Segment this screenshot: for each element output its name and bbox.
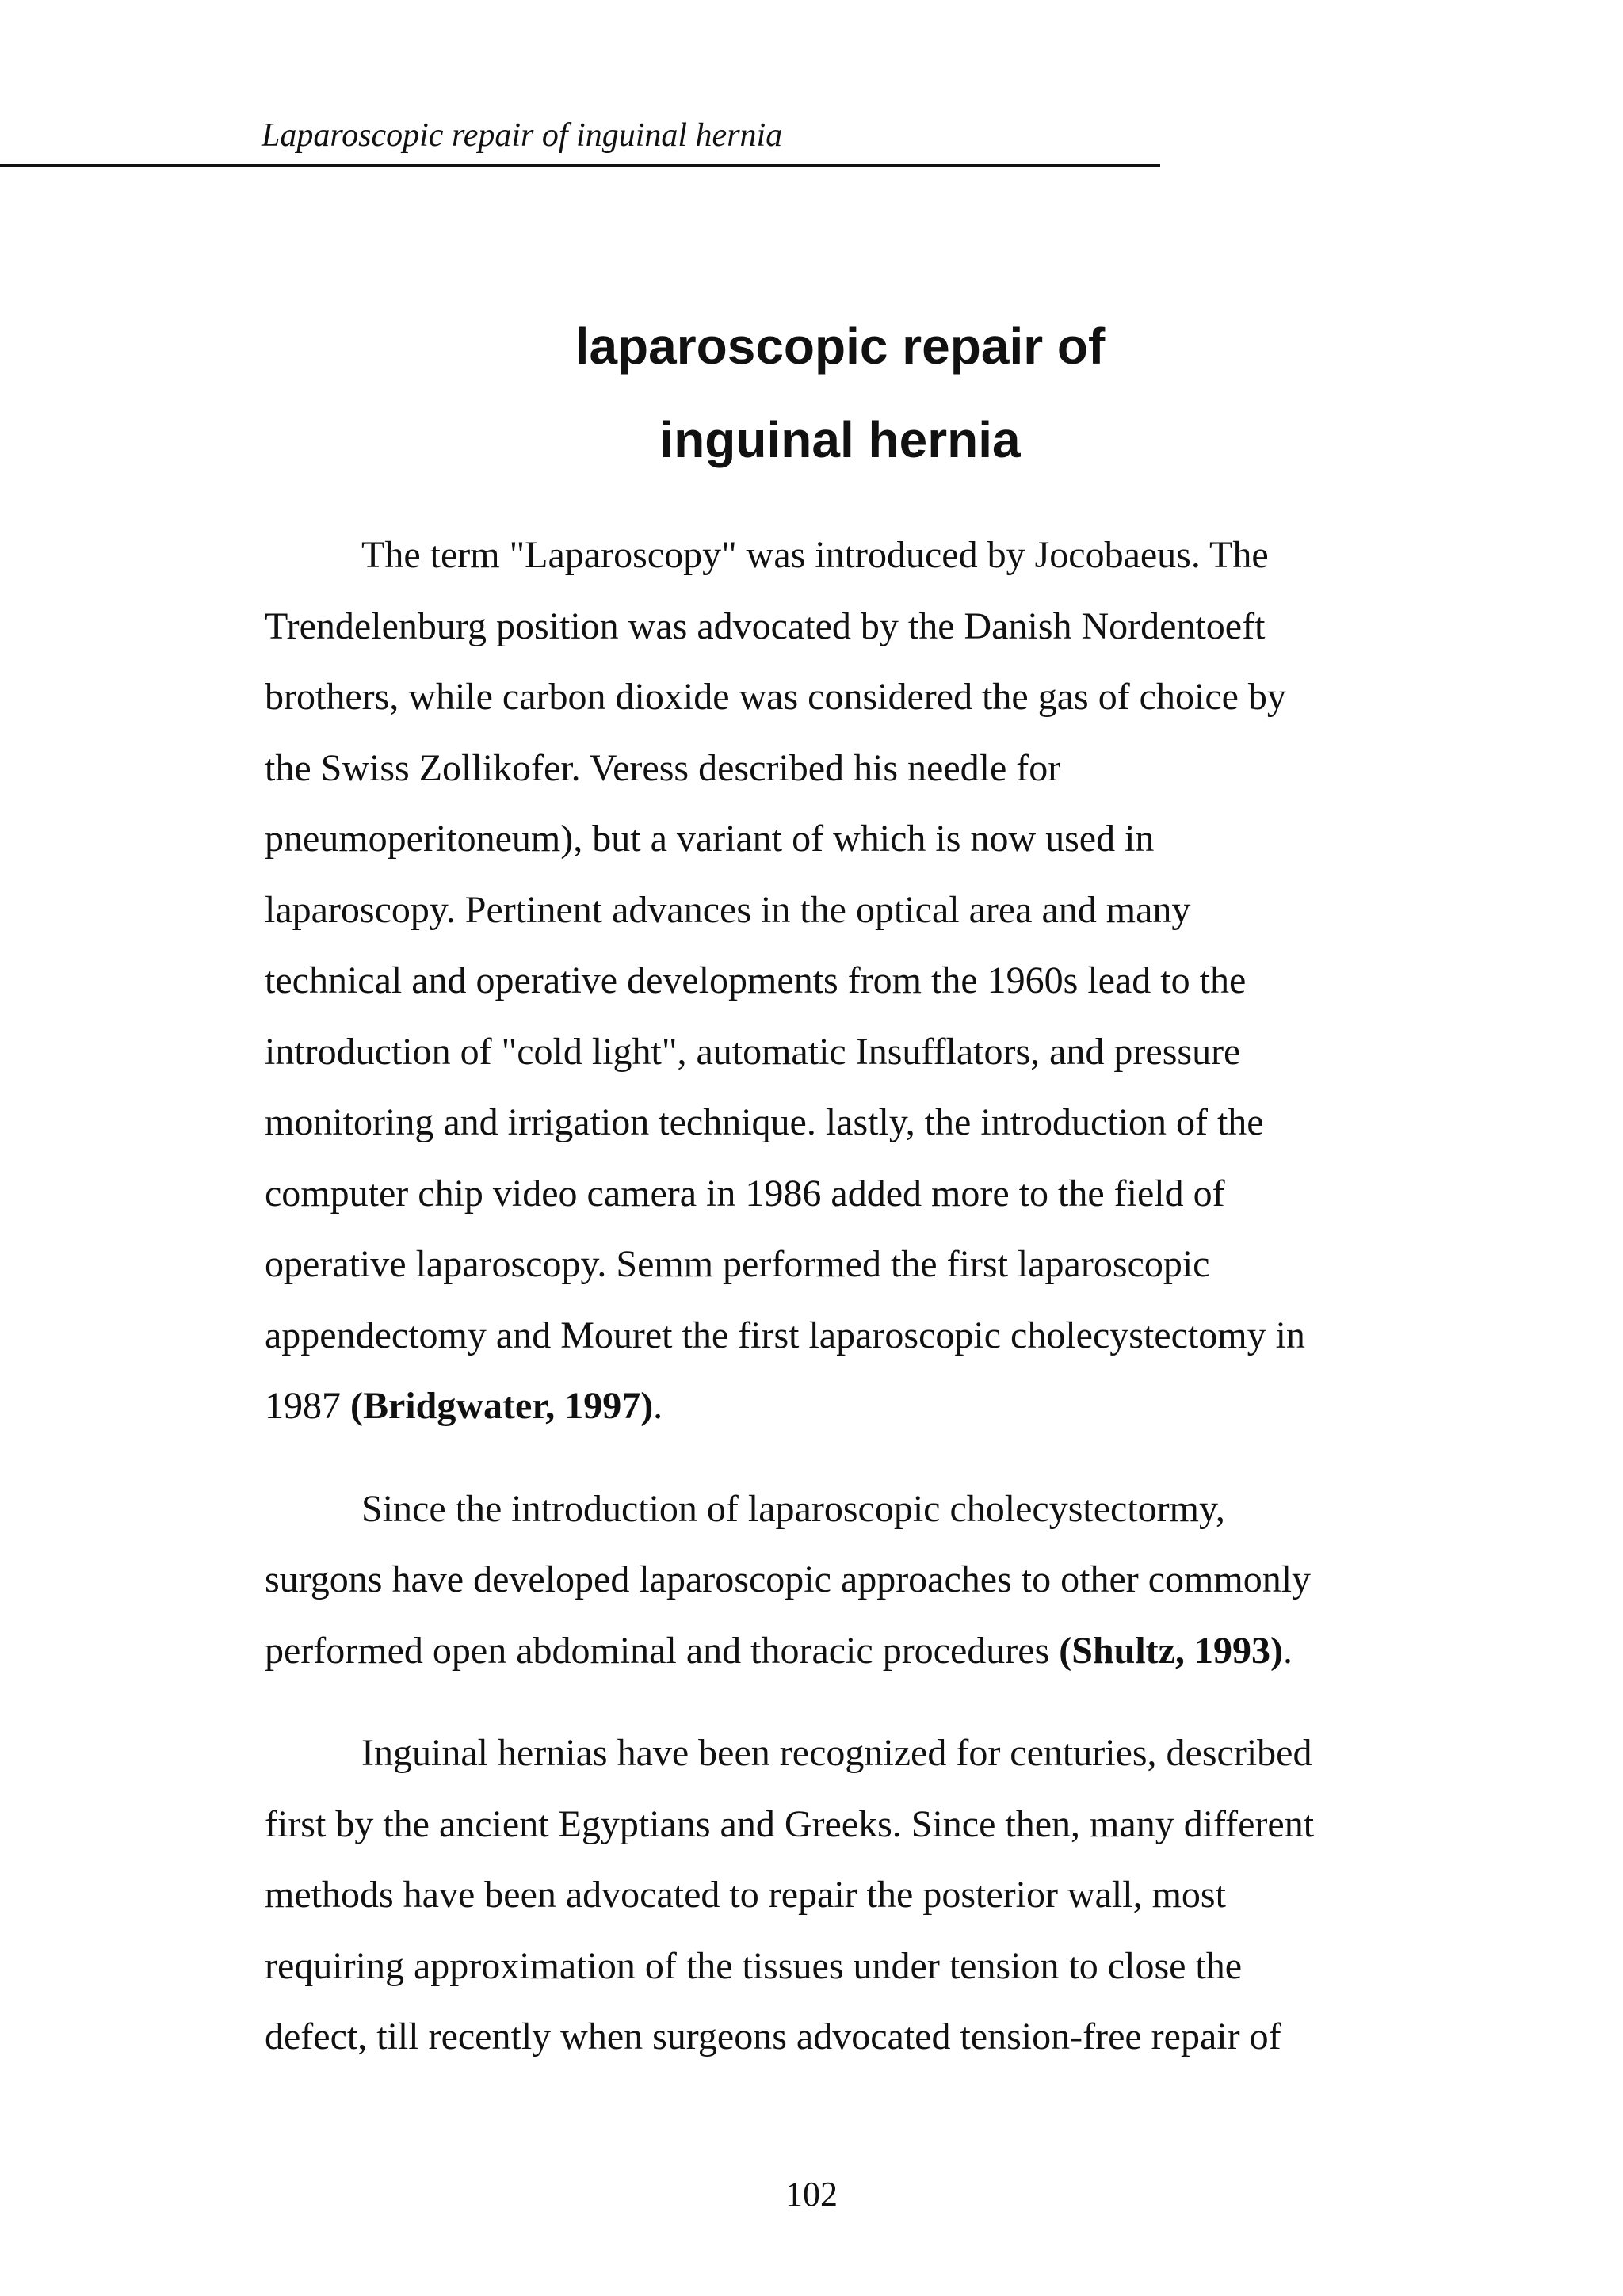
- page-number: 102: [785, 2175, 838, 2214]
- punctuation: .: [653, 1385, 663, 1427]
- page-title-line-2: inguinal hernia: [659, 411, 1021, 468]
- punctuation: .: [1282, 1629, 1293, 1672]
- text-line: [265, 1615, 1422, 1687]
- text-line: introduction of "cold light", automatic Insufflators, and pressure: [265, 1030, 1241, 1073]
- header-rule: [0, 164, 1160, 167]
- text-line: surgons have developed laparoscopic approaches to other commonly: [265, 1558, 1312, 1600]
- paragraph-laparoscopic-approaches: [265, 1474, 1422, 1687]
- text-line: The term "Laparoscopy" was introduced by Jocobaeus. The: [361, 534, 1269, 576]
- text-line: brothers, while carbon dioxide was considered the gas of choice by: [265, 676, 1286, 718]
- text-line: laparoscopy. Pertinent advances in the optical area and many: [265, 888, 1191, 931]
- text-line: monitoring and irrigation technique. lastly, the introduction of the: [265, 1101, 1264, 1143]
- running-header: Laparoscopic repair of inguinal hernia: [262, 117, 783, 154]
- page-title: [444, 299, 1236, 486]
- citation: (Bridgwater, 1997): [350, 1385, 654, 1427]
- text-line: first by the ancient Egyptians and Greeks. Since then, many different: [265, 1802, 1315, 1845]
- text-line: requiring approximation of the tissues under tension to close the: [265, 1944, 1243, 1987]
- text-line: the Swiss Zollikofer. Veress described his needle for: [265, 746, 1061, 789]
- paragraph-inguinal-hernias: [265, 1718, 1422, 2073]
- text-line: technical and operative developments from the 1960s lead to the: [265, 959, 1247, 1001]
- text-line: [265, 1371, 1422, 1442]
- text-fragment: 1987: [265, 1385, 350, 1427]
- paragraph-history-of-laparoscopy: [265, 520, 1422, 1442]
- text-line: methods have been advocated to repair the posterior wall, most: [265, 1874, 1226, 1916]
- page-title-line-1: laparoscopic repair of: [575, 318, 1106, 375]
- text-line: appendectomy and Mouret the first laparoscopic cholecystectomy in: [265, 1314, 1305, 1356]
- text-line: Since the introduction of laparoscopic cholecystectormy,: [361, 1487, 1225, 1530]
- text-line: Trendelenburg position was advocated by the Danish Nordentoeft: [265, 605, 1266, 647]
- text-fragment: performed open abdominal and thoracic procedures: [265, 1629, 1060, 1672]
- text-line: Inguinal hernias have been recognized for centuries, described: [361, 1732, 1312, 1774]
- citation: (Shultz, 1993): [1059, 1629, 1283, 1672]
- text-line: computer chip video camera in 1986 added more to the field of: [265, 1172, 1225, 1215]
- text-line: defect, till recently when surgeons advocated tension-free repair of: [265, 2016, 1281, 2058]
- text-line: pneumoperitoneum), but a variant of which is now used in: [265, 818, 1155, 860]
- body-text: [265, 520, 1422, 2073]
- text-line: operative laparoscopy. Semm performed the first laparoscopic: [265, 1243, 1210, 1285]
